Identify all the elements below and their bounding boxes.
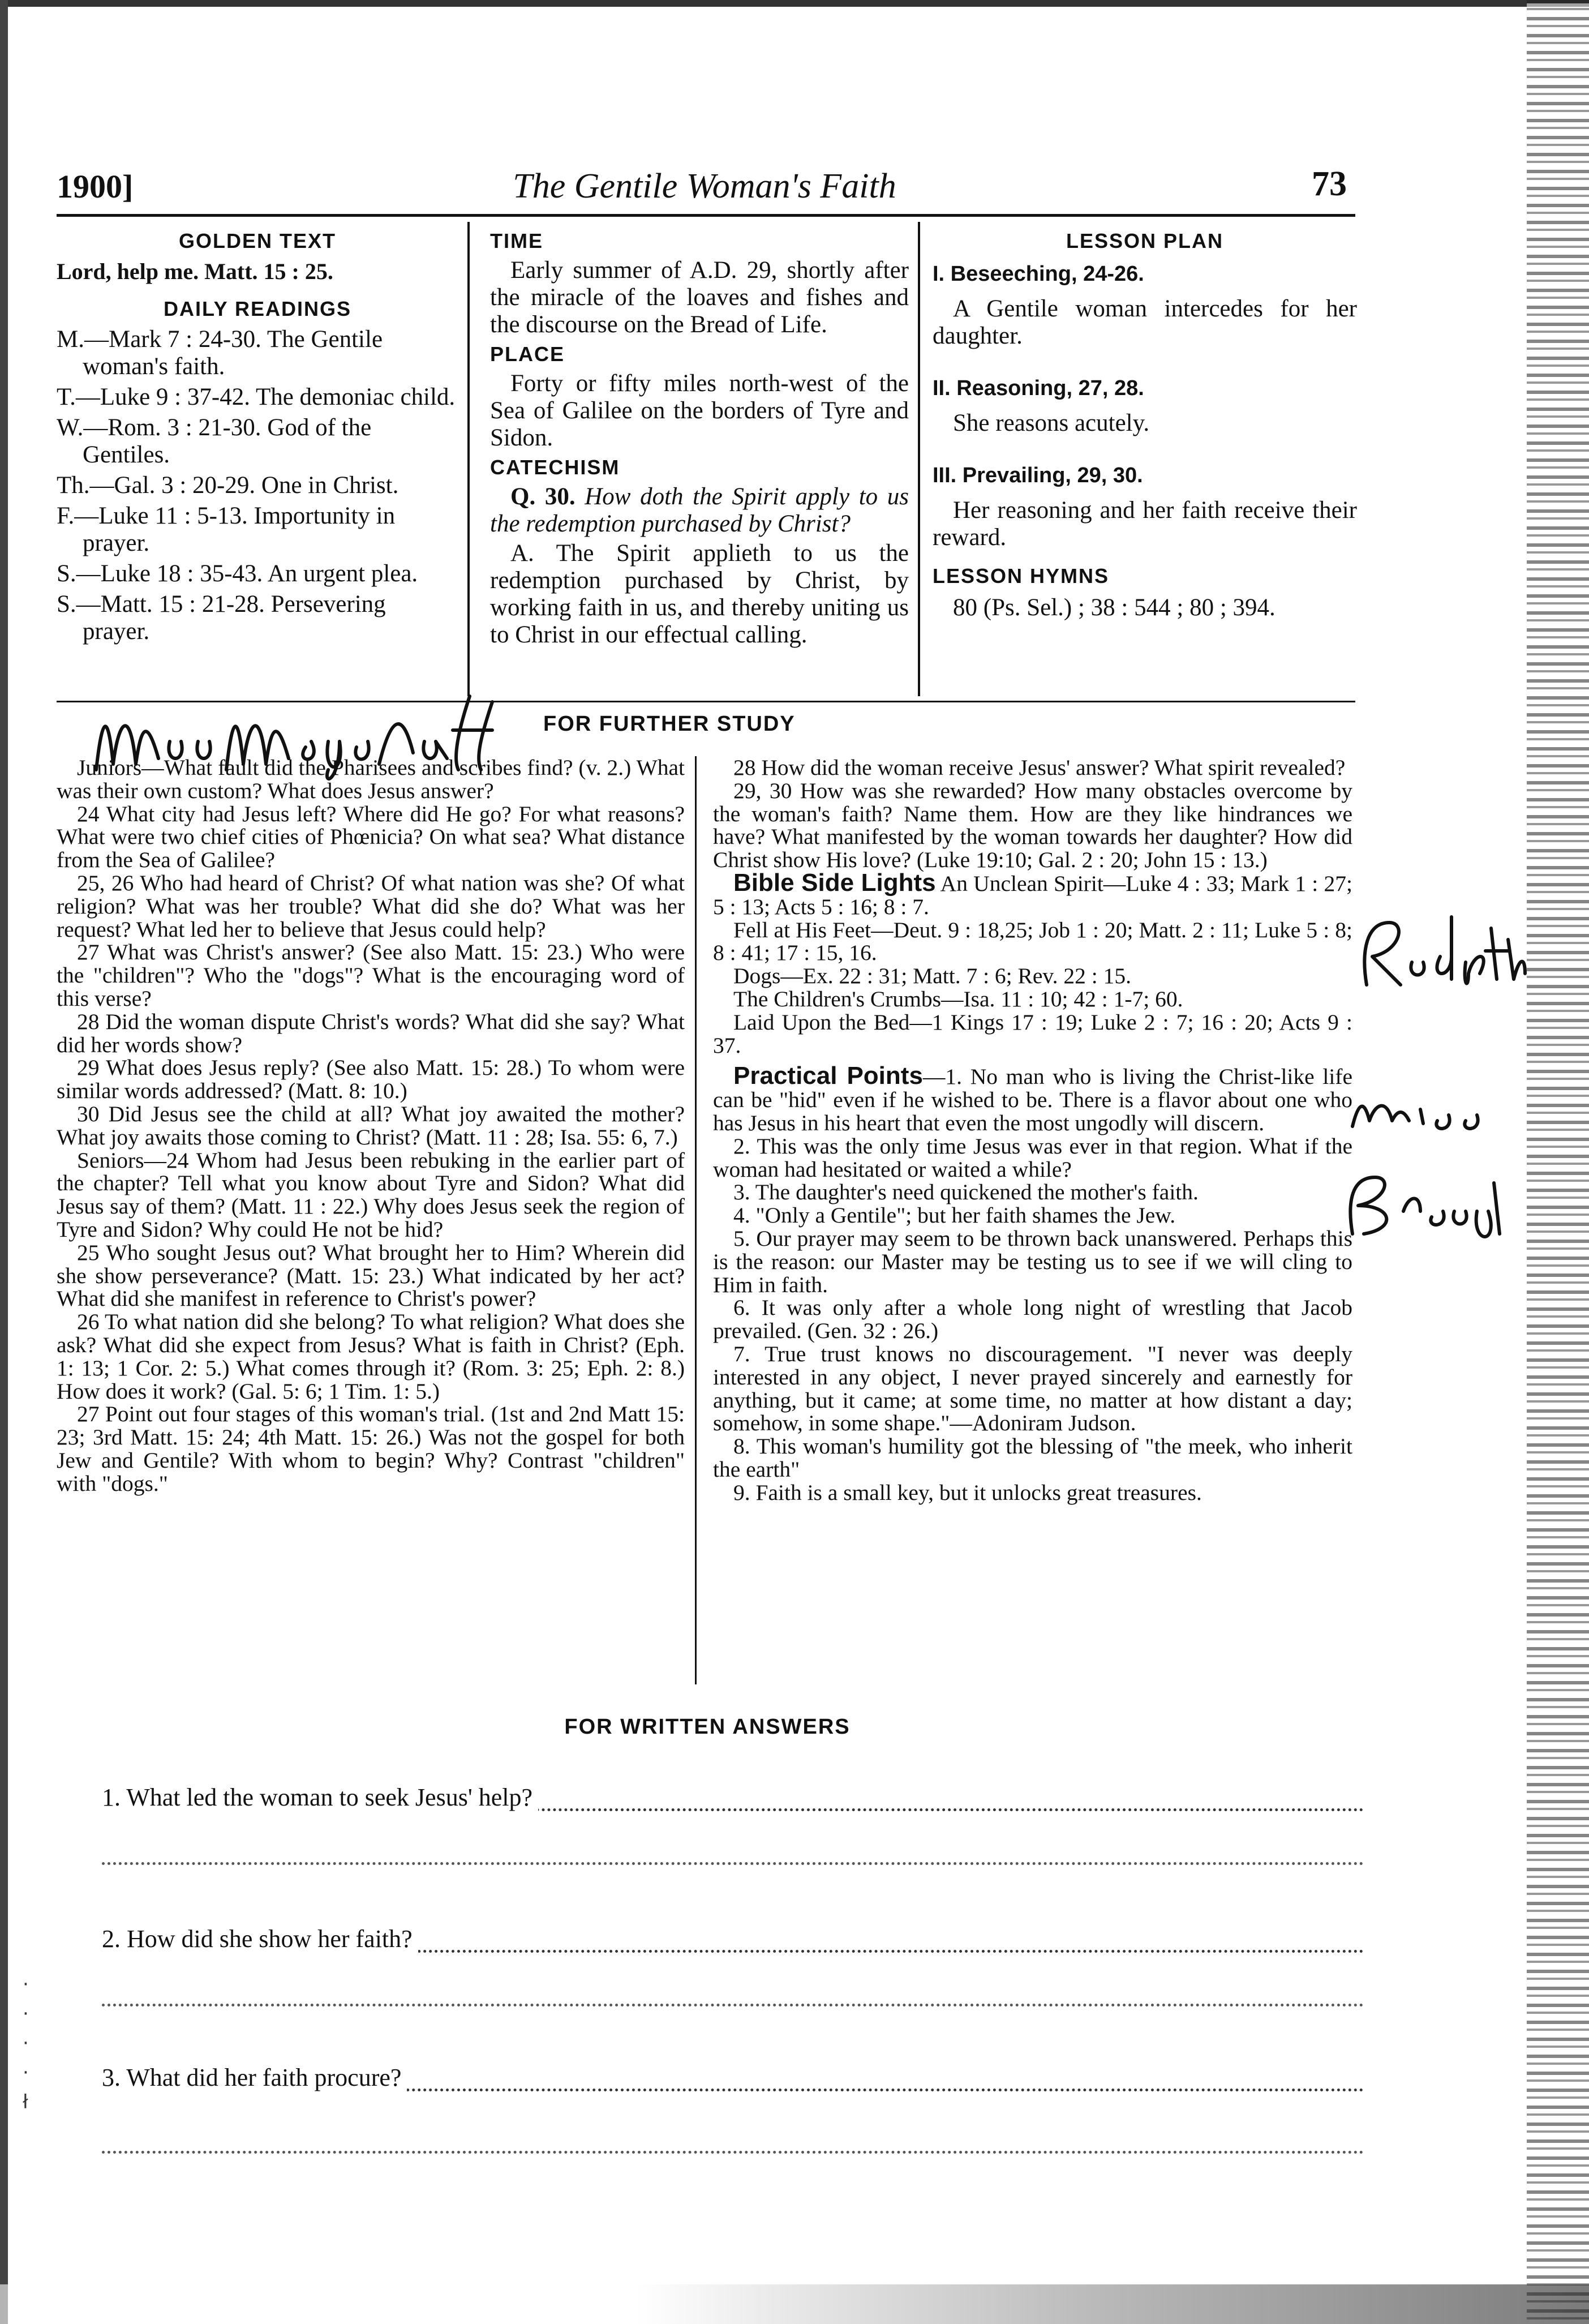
lesson-plan-item-desc: A Gentile woman intercedes for her daughter. (933, 295, 1357, 349)
further-study-question: 27 Point out four stages of this woman's trial. (1st and 2nd Matt 15: 23; 3rd Matt. 15: 24; 4th Matt. 15: 26.) Was not the gospel for both Jew and Gentile? With whom to begin? Why? Contrast "children" with "dogs." (57, 1401, 685, 1496)
column-divider (918, 222, 920, 696)
catechism-question-text: How doth the Spirit apply to us the redemption purchased by Christ? (490, 483, 909, 537)
written-question-3[interactable] (102, 2063, 1364, 2097)
lesson-plan-item-title: II. Reasoning, 27, 28. (933, 376, 1144, 400)
further-study-heading: FOR FURTHER STUDY (543, 712, 796, 736)
daily-reading-title: Importunity in prayer. (83, 503, 396, 556)
practical-point: —1. No man who is living the Christ-like life can be "hid" even if he wished to be. There is a flavor about one who has Jesus in his heart that even the most ungodly will discern. (713, 1064, 1352, 1135)
written-question-2[interactable] (102, 1924, 1364, 1958)
further-study-question: 29, 30 How was she rewarded? How many obstacles overcome by the woman's faith? Name them. How are they like hindrances we have? What manifested by the woman towards her daughter? How did Christ show His love? (Luke 19:10; Gal. 2 : 20; John 15 : 13.) (713, 778, 1352, 873)
further-study-question: 28 Did the woman dispute Christ's words? What did she say? What did her words show? (57, 1009, 685, 1057)
further-study-question: Seniors—24 Whom had Jesus been rebuking in the earlier part of the chapter? Tell what you know about Tyre and Sidon? What did Jesus say of them? (Matt. 11 : 22.) Why does Jesus seek the region of Tyre and Sidon? Why could He not be hid? (57, 1147, 685, 1242)
practical-point: 4. "Only a Gentile"; but her faith shames the Jew. (733, 1203, 1176, 1228)
daily-reading-item (57, 472, 458, 499)
bible-side-lights (713, 868, 1352, 919)
daily-reading-item (57, 414, 458, 469)
daily-reading-ref: M.—Mark 7 : 24-30. (57, 326, 261, 353)
daily-reading-title: The Gentile woman's faith. (83, 326, 383, 380)
scan-edge-top (0, 0, 1589, 7)
header-year: 1900] (57, 168, 134, 205)
daily-reading-item (57, 503, 458, 557)
lesson-plan-item-desc: Her reasoning and her faith receive their reward. (933, 497, 1357, 551)
page-number: 73 (1312, 165, 1347, 203)
daily-reading-title: The demoniac child. (255, 384, 456, 410)
handwritten-margin-note-1 (1355, 906, 1531, 991)
golden-text-heading: GOLDEN TEXT (178, 229, 336, 252)
daily-reading-item (57, 560, 458, 588)
lesson-plan-list (933, 260, 1357, 551)
further-study-question: 28 How did the woman receive Jesus' answer? What spirit revealed? (733, 755, 1346, 780)
lesson-plan-item-title: III. Prevailing, 29, 30. (933, 464, 1143, 487)
written-question-1[interactable] (102, 1783, 1364, 1817)
bible-side-lights-item: Laid Upon the Bed—1 Kings 17 : 19; Luke 2 : 7; 16 : 20; Acts 9 : 37. (713, 1009, 1352, 1058)
practical-point: 9. Faith is a small key, but it unlocks great treasures. (733, 1480, 1202, 1505)
further-study-left-column (57, 756, 685, 1495)
header-title: The Gentile Woman's Faith (513, 167, 896, 205)
further-study-question: 25, 26 Who had heard of Christ? Of what nation was she? Of what religion? What was her trouble? What did she do? What was her request? What led her to believe that Jesus could help? (57, 870, 685, 942)
daily-readings-heading: DAILY READINGS (163, 297, 352, 320)
lesson-plan-item-title: I. Beseeching, 24-26. (933, 262, 1144, 286)
further-study-question: 25 Who sought Jesus out? What brought her to Him? Wherein did she show perseverance? (Matt. 15: 23.) What indicated by her act? What did she manifest in reference to Christ's power? (57, 1240, 685, 1311)
catechism-heading: CATECHISM (490, 456, 620, 479)
lesson-plan-heading: LESSON PLAN (1066, 229, 1224, 252)
daily-reading-title: An urgent plea. (267, 560, 418, 587)
written-answers-heading: FOR WRITTEN ANSWERS (564, 1715, 851, 1739)
daily-reading-title: Persevering prayer. (83, 591, 386, 645)
written-question-text: 2. How did she show her faith? (102, 1925, 418, 1953)
written-question-text: 1. What led the woman to seek Jesus' help? (102, 1783, 538, 1811)
answer-line[interactable] (102, 1862, 1364, 1865)
catechism-question-number: Q. 30. (510, 483, 576, 510)
scan-edge-left (0, 0, 8, 2324)
practical-point: 2. This was the only time Jesus was ever in that region. What if the woman had hesitated or waited a while? (713, 1133, 1352, 1182)
practical-points (713, 1062, 1352, 1135)
place-text: Forty or fifty miles north-west of the Sea of Galilee on the borders of Tyre and Sidon. (490, 370, 909, 451)
practical-points-heading: Practical Points (733, 1062, 923, 1090)
daily-reading-ref: F.—Luke 11 : 5-13. (57, 503, 248, 529)
left-info-column (57, 225, 458, 649)
written-question-text: 3. What did her faith procure? (102, 2064, 407, 2091)
lesson-plan-item-desc: She reasons acutely. (953, 410, 1150, 436)
practical-point: 3. The daughter's need quickened the mother's faith. (733, 1180, 1199, 1205)
further-study-right-column (713, 756, 1352, 1504)
daily-reading-item (57, 591, 458, 645)
daily-reading-item (57, 326, 458, 380)
running-header (57, 164, 1352, 209)
further-study-question: 26 To what nation did she belong? To what religion? What does she ask? What did she expect from Jesus? What is faith in Christ? (Eph. 1: 13; 1 Cor. 2: 5.) What comes through it? (Rom. 3: 25; Eph. 2: 8.) How does it work? (Gal. 5: 6; 1 Tim. 1: 5.) (57, 1309, 685, 1404)
practical-point: 8. This woman's humility got the blessing of "the meek, who inherit the earth" (713, 1434, 1352, 1482)
practical-point: 7. True trust knows no discouragement. "I never was deeply interested in any object, I never prayed sincerely and earnestly for anything, but it came; at some time, no matter at how distant a day; somehow, in some shape."—Adoniram Judson. (713, 1341, 1352, 1436)
daily-reading-ref: S.—Matt. 15 : 21-28. (57, 591, 265, 618)
bible-side-lights-item: Fell at His Feet—Deut. 9 : 18,25; Job 1 : 20; Matt. 2 : 11; Luke 5 : 8; 8 : 41; 17 : 15, 16. (713, 917, 1352, 966)
golden-text: Lord, help me. Matt. 15 : 25. (57, 259, 333, 284)
further-study-question: 27 What was Christ's answer? (See also Matt. 15: 23.) Who were the "children"? Who the "dogs"? What is the encouraging word of this verse? (57, 940, 685, 1011)
catechism-question (490, 483, 909, 538)
time-text: Early summer of A.D. 29, shortly after the miracle of the loaves and fishes and the discourse on the Bread of Life. (490, 257, 909, 338)
bible-side-lights-item: The Children's Crumbs—Isa. 11 : 10; 42 : 1-7; 60. (733, 986, 1183, 1011)
lesson-hymns-text: 80 (Ps. Sel.) ; 38 : 544 ; 80 ; 394. (953, 594, 1276, 621)
right-info-column (933, 225, 1357, 624)
further-study-question: 30 Did Jesus see the child at all? What joy awaited the mother? What joy awaits those coming to Christ? (Matt. 11 : 28; Isa. 55: 6, 7.) (57, 1101, 685, 1150)
scan-edge-bottom (0, 2284, 1589, 2324)
bible-side-lights-item: An Unclean Spirit—Luke 4 : 33; Mark 1 : 27; 5 : 13; Acts 5 : 16; 8 : 7. (713, 871, 1352, 919)
daily-reading-ref: S.—Luke 18 : 35-43. (57, 560, 263, 587)
middle-info-column (490, 225, 909, 651)
lesson-hymns-heading: LESSON HYMNS (933, 564, 1110, 588)
scan-edge-right (1527, 0, 1589, 2324)
daily-reading-title: One in Christ. (261, 472, 399, 499)
practical-point: 5. Our prayer may seem to be thrown back unanswered. Perhaps this is the reason: our Master may be testing us to see if we will cling to Him in faith. (713, 1225, 1352, 1297)
column-divider (467, 222, 470, 696)
handwritten-margin-note-2 (1341, 1087, 1511, 1245)
daily-reading-ref: T.—Luke 9 : 37-42. (57, 384, 250, 410)
practical-point: 6. It was only after a whole long night of wrestling that Jacob prevailed. (Gen. 32 : 26.) (713, 1295, 1352, 1344)
daily-reading-ref: Th.—Gal. 3 : 20-29. (57, 472, 256, 499)
answer-line[interactable] (102, 2004, 1364, 2006)
further-study-question: Juniors—What fault did the Pharisees and scribes find? (v. 2.) What was their own custom? What does Jesus answer? (57, 755, 685, 803)
further-study-question: 29 What does Jesus reply? (See also Matt. 15: 28.) To whom were similar words addressed? (Matt. 8: 10.) (57, 1055, 685, 1104)
further-study-question: 24 What city had Jesus left? Where did He go? For what reasons? What were two chief cities of Phœnicia? On what sea? What distance from the Sea of Galilee? (57, 801, 685, 873)
column-divider (695, 756, 697, 1684)
header-rule (57, 214, 1355, 217)
daily-reading-ref: W.—Rom. 3 : 21-30. (57, 414, 261, 441)
answer-line[interactable] (102, 2151, 1364, 2154)
time-heading: TIME (490, 229, 543, 252)
bible-side-lights-heading: Bible Side Lights (733, 868, 936, 897)
daily-reading-title: God of the Gentiles. (83, 414, 372, 468)
place-heading: PLACE (490, 342, 565, 366)
daily-readings-list (57, 326, 458, 645)
daily-reading-item (57, 384, 458, 411)
handwritten-name-signature (85, 685, 538, 787)
margin-marks: · · · · ł (23, 1973, 29, 2113)
catechism-answer: A. The Spirit applieth to us the redemption purchased by Christ, by working faith in us, and thereby uniting us to Christ in our effectual calling. (490, 540, 909, 648)
bible-side-lights-item: Dogs—Ex. 22 : 31; Matt. 7 : 6; Rev. 22 : 15. (733, 963, 1131, 989)
